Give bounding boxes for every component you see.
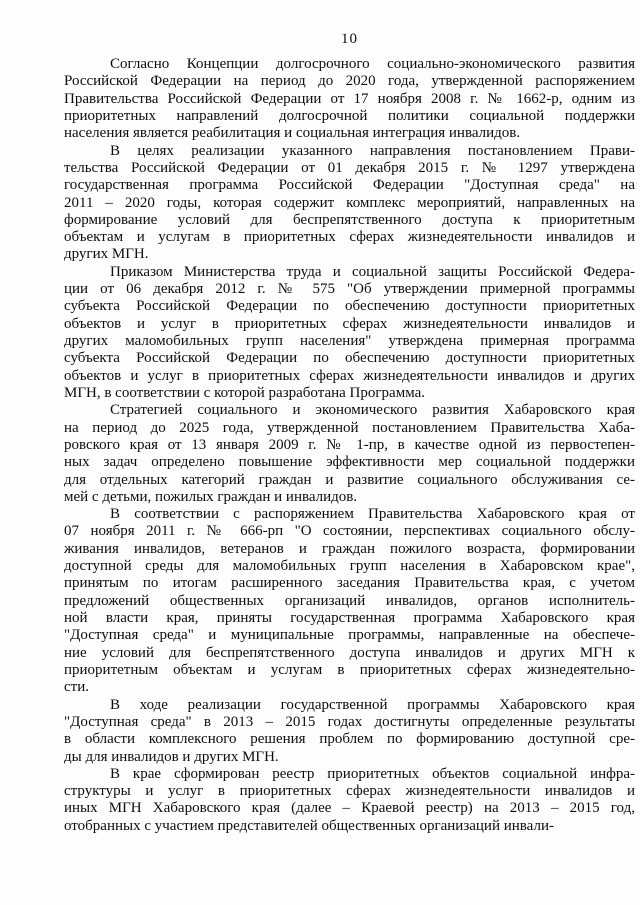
text-line: приоритетных направлений долгосрочной политики социальной поддержки [64, 107, 635, 124]
paragraph [64, 766, 635, 835]
text-line: субъекта Российской Федерации по обеспечению доступности приоритетных [64, 298, 635, 315]
text-line: доступной среды для маломобильных групп населения в Хабаровском крае", [64, 558, 635, 575]
text-line: Приказом Министерства труда и социальной защиты Российской Федера- [110, 263, 635, 280]
text-line: 07 ноября 2011 г. № 666-рп "О состоянии, перспективах социального обслу- [64, 523, 635, 540]
text-line: объектам и услугам в приоритетных сферах жизнедеятельности инвалидов и [64, 229, 635, 246]
text-line: приоритетным объектам и услугам в приоритетных сферах жизнедеятельно- [64, 661, 635, 678]
text-line: тельства Российской Федерации от 01 декабря 2015 г. № 1297 утверждена [64, 159, 635, 176]
text-line: Согласно Концепции долгосрочного социально-экономического развития [110, 56, 635, 72]
text-line: 2011 – 2020 годы, которая содержит комплекс мероприятий, направленных на [64, 194, 635, 211]
text-line: объектов и услуг в приоритетных сферах жизнедеятельности инвалидов и [64, 315, 635, 332]
text-line: других МГН. [64, 246, 149, 263]
text-line: ды для инвалидов и других МГН. [64, 748, 279, 765]
text-line: мей с детьми, пожилых граждан и инвалидов. [64, 488, 358, 505]
text-line: МГН, в соответствии с которой разработана Программа. [64, 384, 425, 401]
paragraph [64, 506, 635, 696]
text-line: отобранных с участием представителей общественных организаций инвали- [64, 817, 554, 834]
paragraph [64, 402, 635, 506]
page-number: 10 [341, 31, 358, 47]
text-line: принятым по итогам расширенного заседания Правительства края, с учетом [64, 575, 635, 592]
text-line: на период до 2025 года, утвержденной постановлением Правительства Хаба- [64, 419, 635, 436]
paragraph [64, 143, 635, 264]
text-line: живания инвалидов, ветеранов и граждан пожилого возраста, формировании [64, 540, 635, 557]
text-line: ции от 06 декабря 2012 г. № 575 "Об утверждении примерной программы [64, 281, 635, 298]
text-line: структуры и услуг в приоритетных сферах жизнедеятельности инвалидов и [64, 783, 635, 800]
text-line: ных задач определено повышение эффективности мер социальной поддержки [64, 454, 635, 471]
text-line: ровского края от 13 января 2009 г. № 1-пр, в качестве одной из первостепен- [64, 436, 635, 453]
paragraph [64, 697, 635, 766]
text-line: ной власти края, приняты государственная программа Хабаровского края [64, 610, 635, 626]
text-line: В крае сформирован реестр приоритетных объектов социальной инфра- [110, 765, 635, 782]
text-line: объектов и услуг в приоритетных сферах жизнедеятельности инвалидов и других [64, 367, 635, 384]
text-line: "Доступная среда" в 2013 – 2015 годах достигнуты определенные результаты [64, 713, 635, 730]
text-line: в области комплексного решения проблем по формированию доступной сре- [64, 731, 635, 748]
text-line: Российской Федерации на период до 2020 года, утвержденной распоряжением [64, 73, 635, 90]
text-line: формирование условий для беспрепятственного доступа к приоритетным [64, 211, 635, 228]
paragraph [64, 264, 635, 403]
document-body [64, 56, 635, 835]
text-line: государственная программа Российской Федерации "Доступная среда" на [64, 177, 635, 194]
text-line: сти. [64, 679, 89, 696]
text-line: иных МГН Хабаровского края (далее – Краевой реестр) на 2013 – 2015 год, [64, 800, 635, 817]
text-line: "Доступная среда" и муниципальные программы, направленные на обеспече- [64, 627, 635, 644]
text-line: Правительства Российской Федерации от 17 ноября 2008 г. № 1662-р, одним из [64, 90, 635, 107]
text-line: населения является реабилитация и социальная интеграция инвалидов. [64, 125, 521, 142]
text-line: других маломобильных групп населения" утверждена примерная программа [64, 333, 635, 349]
text-line: Стратегией социального и экономического развития Хабаровского края [110, 402, 635, 419]
paragraph [64, 56, 635, 143]
text-line: предложений общественных организаций инвалидов, органов исполнитель- [64, 592, 635, 609]
text-line: ние условий для беспрепятственного доступа инвалидов и других МГН к [64, 644, 635, 661]
text-line: субъекта Российской Федерации по обеспечению доступности приоритетных [64, 350, 635, 367]
text-line: В соответствии с распоряжением Правительства Хабаровского края от [110, 506, 635, 523]
text-line: для отдельных категорий граждан и развитие социального обслуживания се- [64, 471, 635, 488]
text-line: В целях реализации указанного направления постановлением Прави- [110, 142, 635, 159]
text-line: В ходе реализации государственной программы Хабаровского края [110, 696, 635, 713]
